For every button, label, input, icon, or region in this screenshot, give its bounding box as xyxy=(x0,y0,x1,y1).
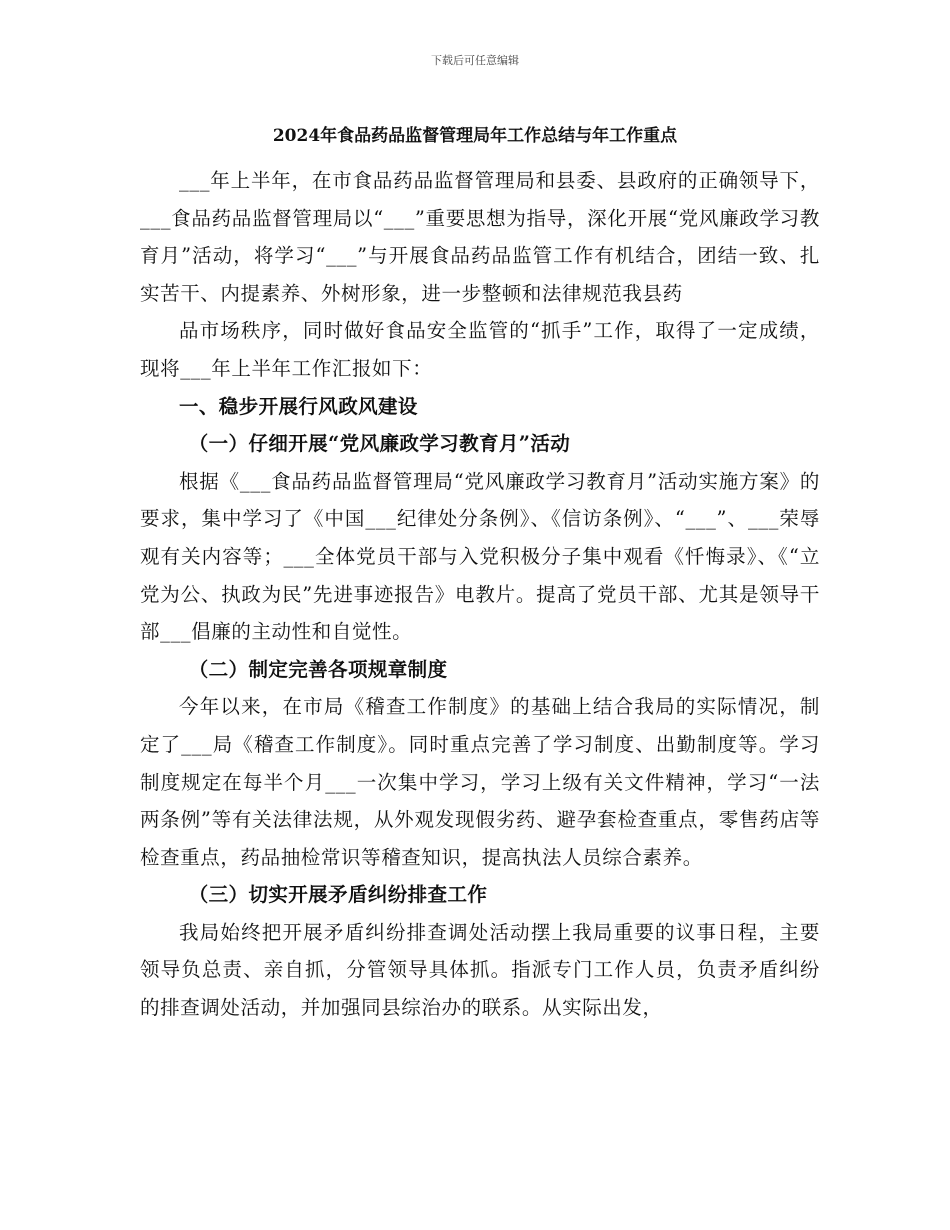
page-header-note: 下载后可任意编辑 xyxy=(431,54,519,67)
paragraph-subsection-1: 根据《___食品药品监督管理局“党风廉政学习教育月”活动实施方案》的要求，集中学习了《中国___纪律处分条例》、《信访条例》、“___”、___荣辱观有关内容等；___全体党员干部与入党积极分子集中观看《忏悔录》、《“立党为公、执政为民”先进事迹报告》电教片。提高了党员干部、尤其是领导干部___倡廉的主动性和自觉性。 xyxy=(140,469,820,644)
subsection-heading-1: （一）仔细开展“党风廉政学习教育月”活动 xyxy=(188,432,571,456)
document-body xyxy=(140,162,820,1027)
paragraph-subsection-3: 我局始终把开展矛盾纠纷排查调处活动摆上我局重要的议事日程，主要领导负总责、亲自抓，分管领导具体抓。指派专门工作人员，负责矛盾纠纷的排查调处活动，并加强同县综治办的联系。从实际出发， xyxy=(140,920,820,1020)
section-heading-1: 一、稳步开展行风政风建设 xyxy=(179,394,418,418)
paragraph-intro-2: 品市场秩序，同时做好食品安全监管的“抓手”工作，取得了一定成绩，现将___年上半年工作汇报如下： xyxy=(140,319,820,380)
subsection-heading-3: （三）切实开展矛盾纠纷排查工作 xyxy=(188,883,488,907)
subsection-heading-2: （二）制定完善各项规章制度 xyxy=(188,657,448,681)
paragraph-subsection-2: 今年以来，在市局《稽查工作制度》的基础上结合我局的实际情况，制定了___局《稽查工作制度》。同时重点完善了学习制度、出勤制度等。学习制度规定在每半个月___一次集中学习，学习上级有关文件精神，学习“一法两条例”等有关法律法规，从外观发现假劣药、避孕套检查重点，零售药店等检查重点，药品抽检常识等稽查知识，提高执法人员综合素养。 xyxy=(140,695,820,869)
document-title: 2024年食品药品监督管理局年工作总结与年工作重点 xyxy=(272,126,678,146)
paragraph-intro-1: ___年上半年，在市食品药品监督管理局和县委、县政府的正确领导下，___食品药品监督管理局以“___”重要思想为指导，深化开展“党风廉政学习教育月”活动，将学习“___”与开展食品药品监管工作有机结合，团结一致、扎实苦干、内提素养、外树形象，进一步整顿和法律规范我县药 xyxy=(140,169,820,305)
